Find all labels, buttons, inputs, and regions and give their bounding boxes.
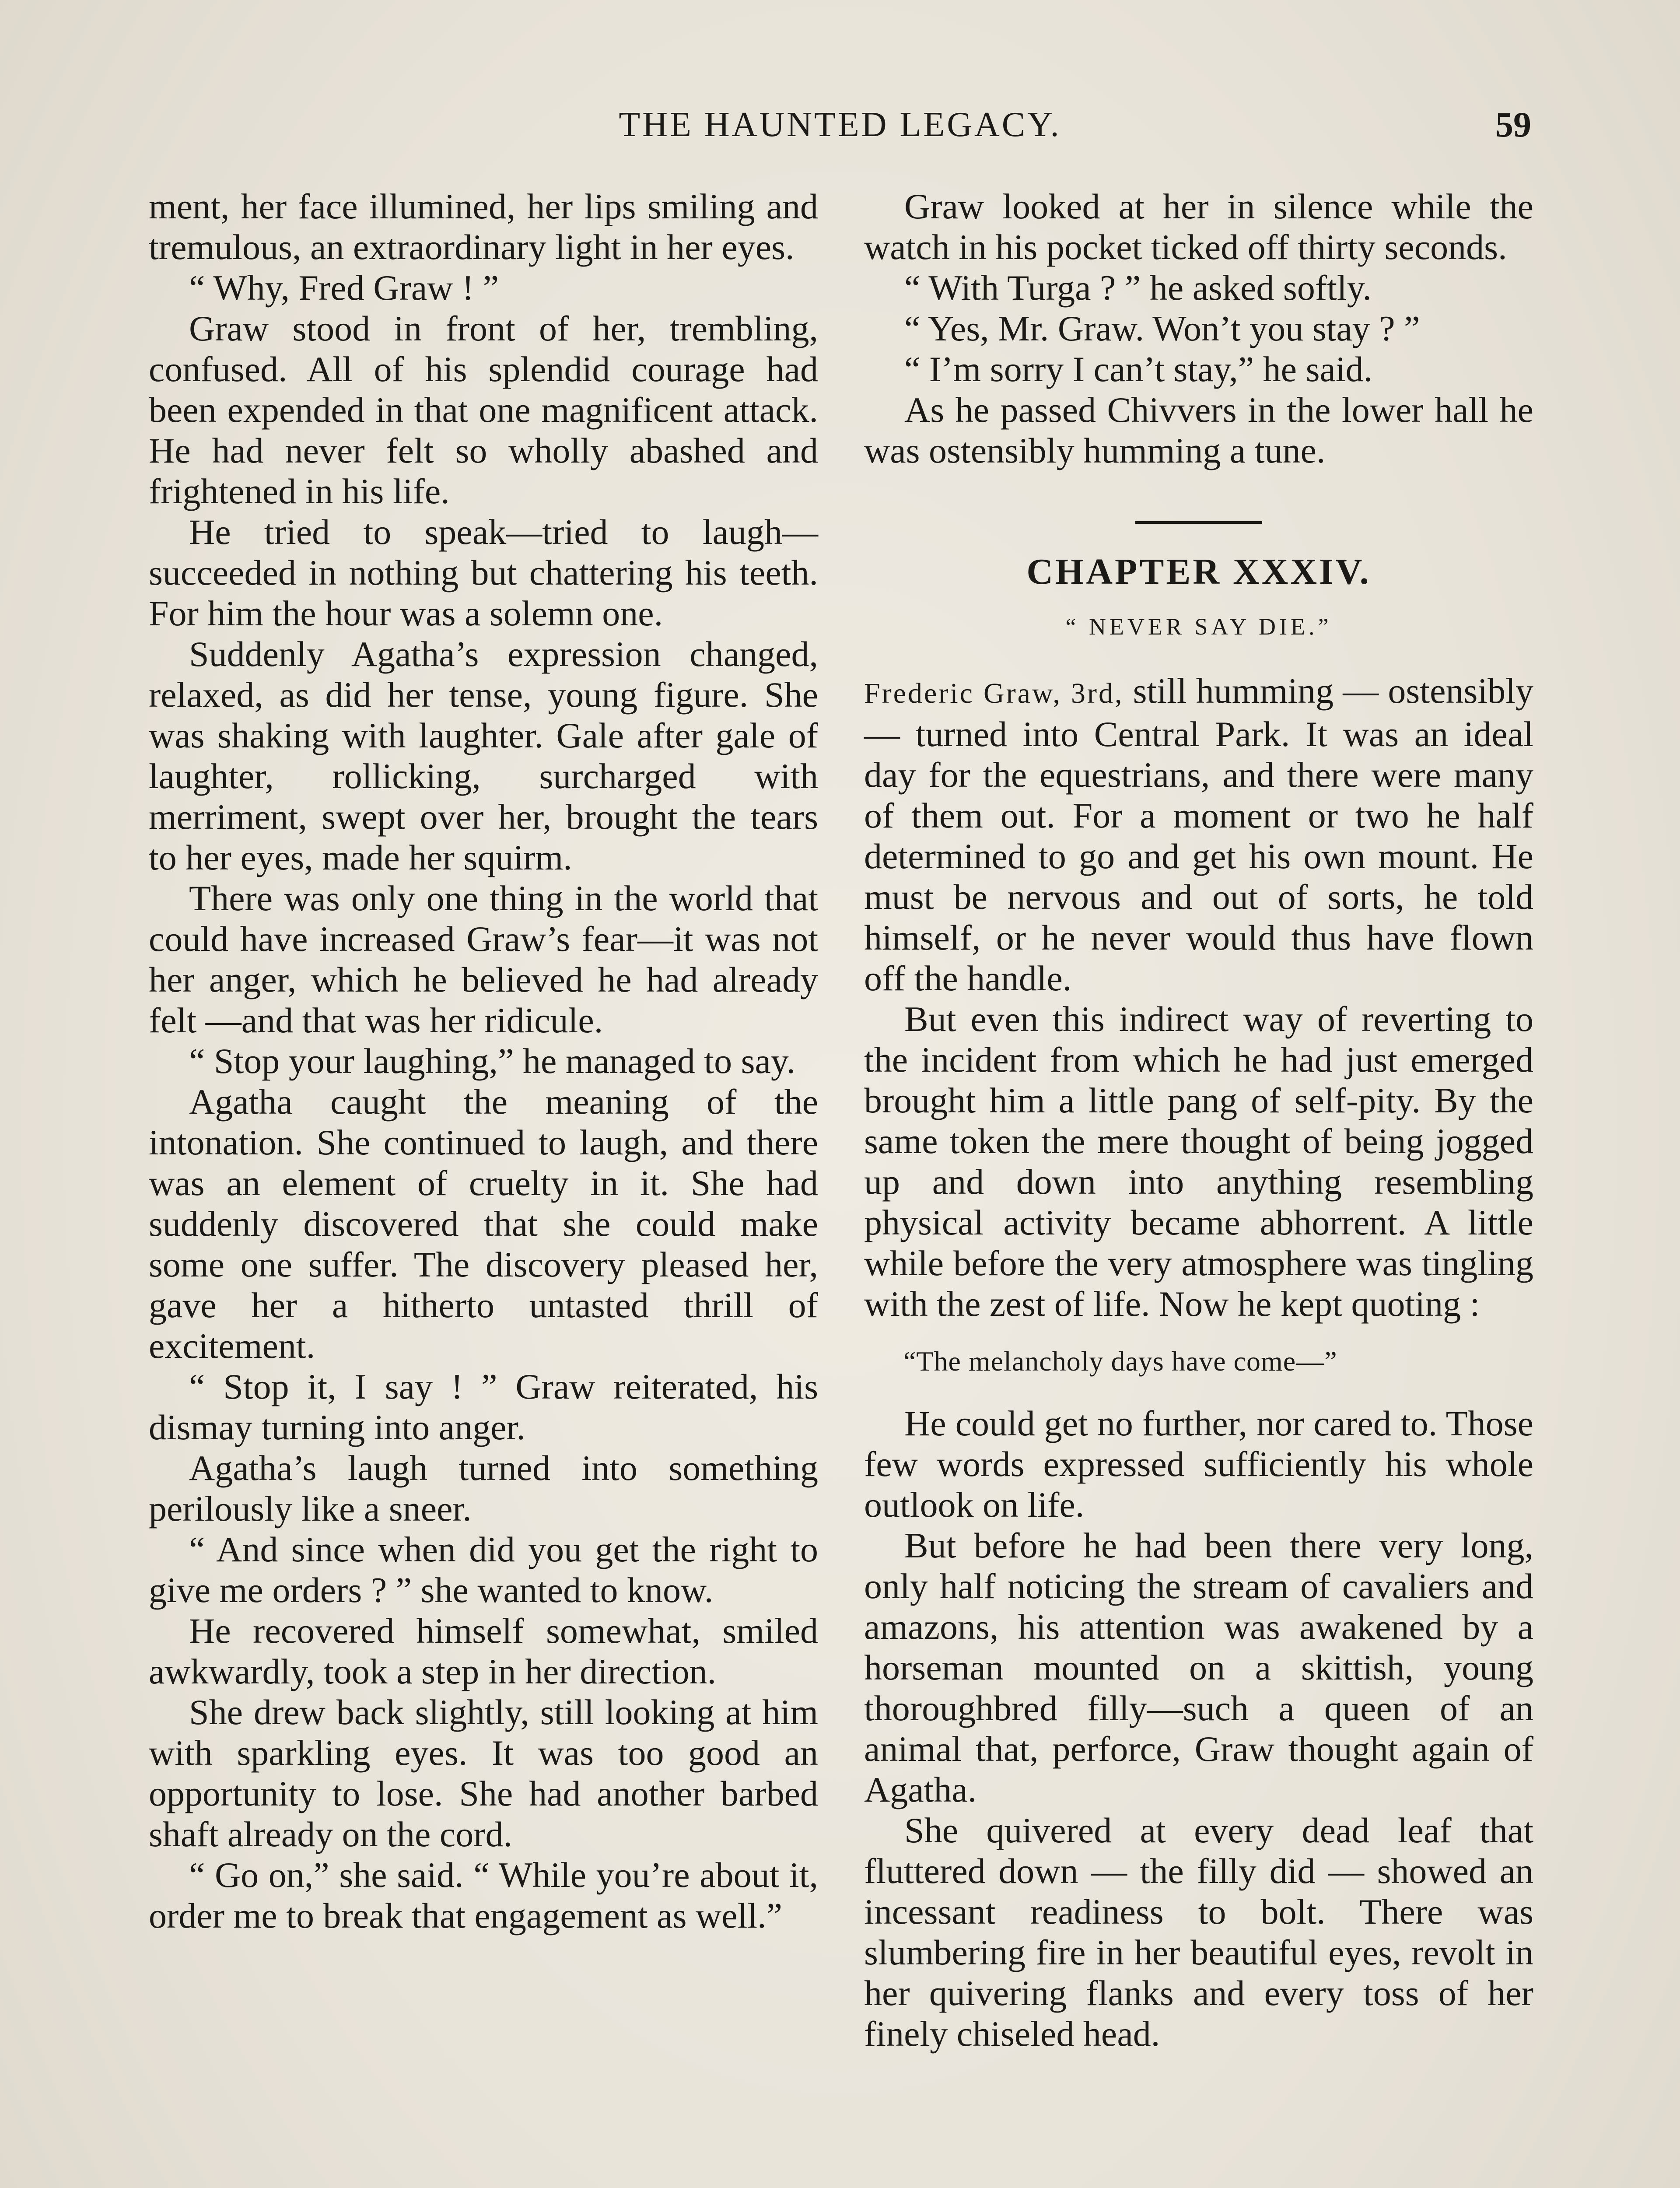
paragraph: “ Stop it, I say ! ” Graw reiterated, his dismay turning into anger. (149, 1367, 818, 1447)
paragraph: He recovered himself somewhat, smiled awkwardly, took a step in her direction. (149, 1611, 818, 1691)
paragraph: She drew back slightly, still looking at him with sparkling eyes. It was too good an opportunity to lose. She had another barbed shaft already on the cord. (149, 1692, 818, 1854)
paragraph: As he passed Chivvers in the lower hall he was ostensibly humming a tune. (864, 390, 1533, 470)
paragraph: There was only one thing in the world that could have increased Graw’s fear—it was not her anger, which he believed he had already felt —and that was her ridicule. (149, 878, 818, 1040)
verse-quote: “The melancholy days have come—” (903, 1346, 1337, 1377)
paragraph: But before he had been there very long, only half noticing the stream of cavaliers and amazons, his attention was awakened by a horseman mounted on a skittish, young thoroughbred filly—such a queen of an animal that, perforce, Graw thought again of Agatha. (864, 1525, 1533, 1809)
paragraph: ment, her face illumined, her lips smiling and tremulous, an extraordinary light in her eyes. (149, 186, 818, 267)
left-column (149, 186, 818, 1936)
right-column (864, 186, 1533, 2054)
paragraph: “ Why, Fred Graw ! ” (189, 268, 499, 308)
paragraph: “ I’m sorry I can’t stay,” he said. (904, 349, 1373, 389)
paragraph: “ Yes, Mr. Graw. Won’t you stay ? ” (904, 309, 1420, 348)
paragraph: “ Stop your laughing,” he managed to say. (189, 1041, 796, 1081)
page-number: 59 (1495, 105, 1531, 144)
paragraph: But even this indirect way of reverting to the incident from which he had just emerged brought him a little pang of self-pity. By the same token the mere thought of being jogged up and down into anything resembling physical activity became abhorrent. A little while before the very atmosphere was tingling with the zest of life. Now he kept quoting : (864, 999, 1533, 1324)
paragraph: “ Go on,” she said. “ While you’re about it, order me to break that engagement as well.” (149, 1855, 818, 1936)
chapter-opening-text: still humming — ostensibly — turned into Central Park. It was an ideal day for the equestrians, and there were many of them out. For a moment or two he half determined to go and get his own mount. He must be nervous and out of sorts, he told himself, or he never would thus have flown off the handle. (864, 671, 1533, 998)
chapter-subtitle: “ NEVER SAY DIE.” (1065, 614, 1332, 640)
paragraph: Suddenly Agatha’s expression changed, relaxed, as did her tense, young figure. She was shaking with laughter. Gale after gale of laughter, rollicking, surcharged with merriment, swept over her, brought the tears to her eyes, made her squirm. (149, 634, 818, 877)
paragraph: He could get no further, nor cared to. Those few words expressed sufficiently his whole outlook on life. (864, 1403, 1533, 1525)
paragraph: He tried to speak—tried to laugh—succeeded in nothing but chattering his teeth. For him the hour was a solemn one. (149, 512, 818, 633)
paragraph: Agatha’s laugh turned into something perilously like a sneer. (149, 1448, 818, 1529)
paragraph: Graw looked at her in silence while the watch in his pocket ticked off thirty seconds. (864, 186, 1533, 267)
chapter-heading: CHAPTER XXXIV. (1026, 551, 1371, 592)
running-title: THE HAUNTED LEGACY. (619, 105, 1061, 144)
chapter-lead-name: Frederic Graw, 3rd, (864, 677, 1124, 709)
paragraph: She quivered at every dead leaf that fluttered down — the filly did — showed an incessant readiness to bolt. There was slumbering fire in her beautiful eyes, revolt in her quivering flanks and every toss of her finely chiseled head. (864, 1810, 1533, 2054)
paragraph: “ With Turga ? ” he asked softly. (904, 268, 1372, 308)
paragraph: Graw stood in front of her, trembling, confused. All of his splendid courage had been expended in that one magnificent attack. He had never felt so wholly abashed and frightened in his life. (149, 309, 818, 511)
paragraph: Agatha caught the meaning of the intonation. She continued to laugh, and there was an element of cruelty in it. She had suddenly discovered that she could make some one suffer. The discovery pleased her, gave her a hitherto untasted thrill of excitement. (149, 1082, 818, 1366)
running-header (0, 101, 1680, 149)
section-divider (1135, 521, 1262, 524)
chapter-opening-paragraph (864, 670, 1533, 999)
paragraph: “ And since when did you get the right to give me orders ? ” she wanted to know. (149, 1529, 818, 1610)
